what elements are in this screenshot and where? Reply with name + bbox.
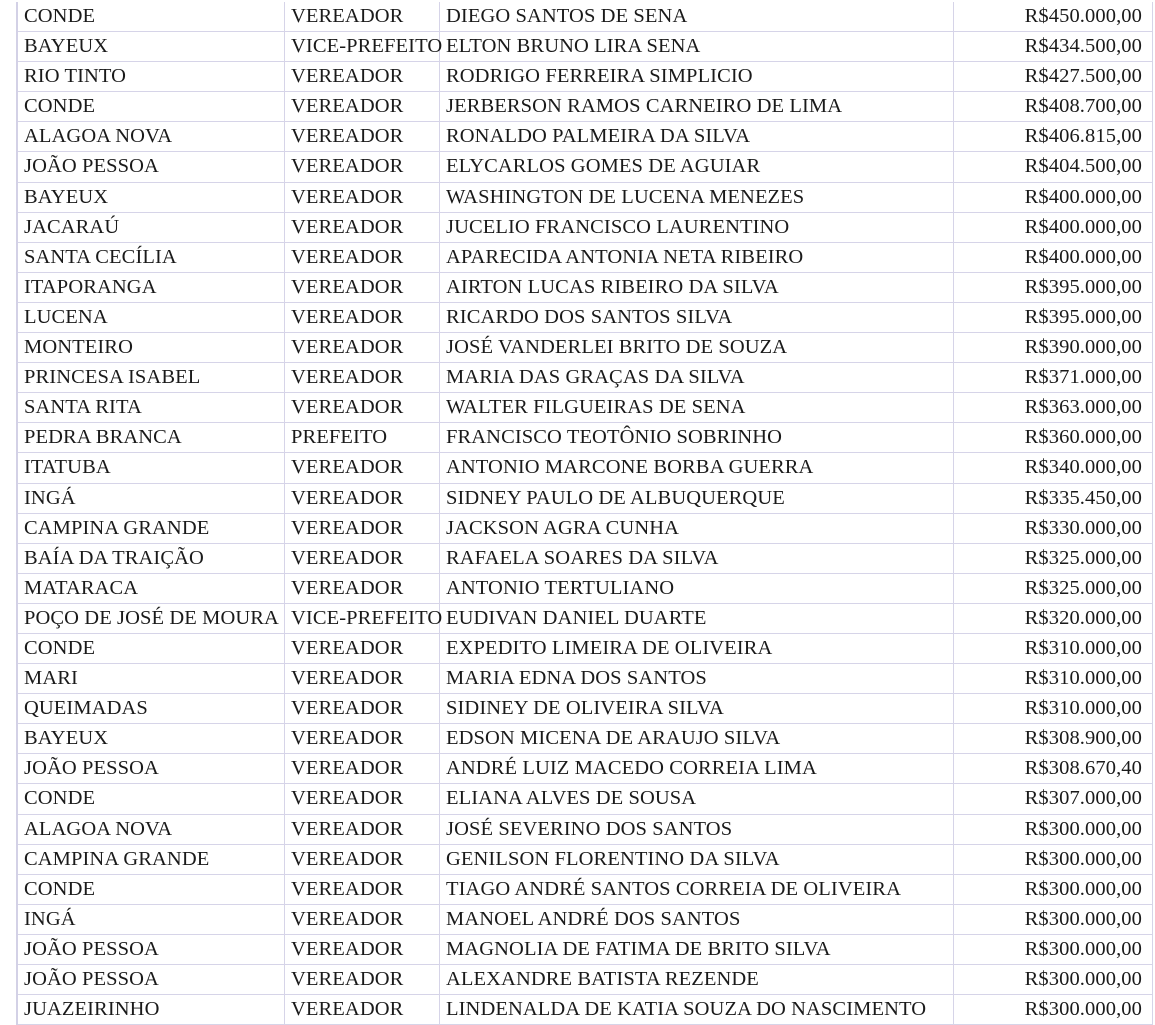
- cell-city[interactable]: CONDE: [18, 2, 285, 31]
- cell-name[interactable]: MARIA DAS GRAÇAS DA SILVA: [440, 363, 954, 392]
- table-row[interactable]: [18, 92, 1153, 122]
- cell-value[interactable]: R$363.000,00: [954, 393, 1153, 422]
- cell-value[interactable]: R$371.000,00: [954, 363, 1153, 392]
- cell-role[interactable]: VEREADOR: [285, 393, 440, 422]
- cell-role[interactable]: VEREADOR: [285, 333, 440, 362]
- cell-city[interactable]: JOÃO PESSOA: [18, 754, 285, 783]
- cell-city[interactable]: SANTA RITA: [18, 393, 285, 422]
- cell-city[interactable]: JOÃO PESSOA: [18, 935, 285, 964]
- table-row[interactable]: [18, 213, 1153, 243]
- cell-name[interactable]: JACKSON AGRA CUNHA: [440, 514, 954, 543]
- table-row[interactable]: [18, 724, 1153, 754]
- cell-name[interactable]: MANOEL ANDRÉ DOS SANTOS: [440, 905, 954, 934]
- table-row[interactable]: [18, 453, 1153, 483]
- cell-value[interactable]: R$300.000,00: [954, 995, 1153, 1024]
- cell-value[interactable]: R$330.000,00: [954, 514, 1153, 543]
- cell-name[interactable]: ANDRÉ LUIZ MACEDO CORREIA LIMA: [440, 754, 954, 783]
- cell-city[interactable]: SANTA CECÍLIA: [18, 243, 285, 272]
- cell-role[interactable]: VEREADOR: [285, 935, 440, 964]
- cell-role[interactable]: VEREADOR: [285, 243, 440, 272]
- spreadsheet-table: [16, 2, 1153, 1025]
- cell-name[interactable]: AIRTON LUCAS RIBEIRO DA SILVA: [440, 273, 954, 302]
- cell-city[interactable]: BAYEUX: [18, 183, 285, 212]
- cell-city[interactable]: BAÍA DA TRAIÇÃO: [18, 544, 285, 573]
- cell-value[interactable]: R$395.000,00: [954, 303, 1153, 332]
- table-row[interactable]: [18, 544, 1153, 574]
- cell-name[interactable]: SIDINEY DE OLIVEIRA SILVA: [440, 694, 954, 723]
- table-row[interactable]: [18, 784, 1153, 814]
- cell-city[interactable]: QUEIMADAS: [18, 694, 285, 723]
- cell-value[interactable]: R$308.670,40: [954, 754, 1153, 783]
- table-row[interactable]: [18, 2, 1153, 32]
- cell-role[interactable]: VEREADOR: [285, 845, 440, 874]
- cell-name[interactable]: JERBERSON RAMOS CARNEIRO DE LIMA: [440, 92, 954, 121]
- cell-value[interactable]: R$400.000,00: [954, 243, 1153, 272]
- cell-city[interactable]: JUAZEIRINHO: [18, 995, 285, 1024]
- cell-name[interactable]: DIEGO SANTOS DE SENA: [440, 2, 954, 31]
- cell-name[interactable]: ELTON BRUNO LIRA SENA: [440, 32, 954, 61]
- cell-value[interactable]: R$310.000,00: [954, 694, 1153, 723]
- cell-value[interactable]: R$360.000,00: [954, 423, 1153, 452]
- cell-city[interactable]: MONTEIRO: [18, 333, 285, 362]
- cell-role[interactable]: VEREADOR: [285, 453, 440, 482]
- cell-value[interactable]: R$300.000,00: [954, 845, 1153, 874]
- cell-city[interactable]: ALAGOA NOVA: [18, 815, 285, 844]
- table-row[interactable]: [18, 995, 1153, 1025]
- cell-role[interactable]: VEREADOR: [285, 574, 440, 603]
- cell-value[interactable]: R$335.450,00: [954, 484, 1153, 513]
- cell-value[interactable]: R$400.000,00: [954, 183, 1153, 212]
- cell-city[interactable]: CAMPINA GRANDE: [18, 514, 285, 543]
- cell-name[interactable]: ELIANA ALVES DE SOUSA: [440, 784, 954, 813]
- cell-name[interactable]: ANTONIO TERTULIANO: [440, 574, 954, 603]
- cell-name[interactable]: ALEXANDRE BATISTA REZENDE: [440, 965, 954, 994]
- cell-role[interactable]: VEREADOR: [285, 484, 440, 513]
- table-row[interactable]: [18, 604, 1153, 634]
- cell-city[interactable]: JOÃO PESSOA: [18, 152, 285, 181]
- table-row[interactable]: [18, 634, 1153, 664]
- cell-city[interactable]: CONDE: [18, 92, 285, 121]
- cell-name[interactable]: EXPEDITO LIMEIRA DE OLIVEIRA: [440, 634, 954, 663]
- cell-value[interactable]: R$325.000,00: [954, 574, 1153, 603]
- cell-city[interactable]: POÇO DE JOSÉ DE MOURA: [18, 604, 285, 633]
- cell-name[interactable]: WALTER FILGUEIRAS DE SENA: [440, 393, 954, 422]
- table-row[interactable]: [18, 363, 1153, 393]
- cell-value[interactable]: R$390.000,00: [954, 333, 1153, 362]
- cell-value[interactable]: R$307.000,00: [954, 784, 1153, 813]
- cell-name[interactable]: EUDIVAN DANIEL DUARTE: [440, 604, 954, 633]
- cell-name[interactable]: TIAGO ANDRÉ SANTOS CORREIA DE OLIVEIRA: [440, 875, 954, 904]
- cell-name[interactable]: RODRIGO FERREIRA SIMPLICIO: [440, 62, 954, 91]
- table-row[interactable]: [18, 815, 1153, 845]
- cell-name[interactable]: ANTONIO MARCONE BORBA GUERRA: [440, 453, 954, 482]
- cell-name[interactable]: RAFAELA SOARES DA SILVA: [440, 544, 954, 573]
- cell-city[interactable]: MARI: [18, 664, 285, 693]
- cell-role[interactable]: VEREADOR: [285, 514, 440, 543]
- cell-value[interactable]: R$300.000,00: [954, 875, 1153, 904]
- cell-role[interactable]: VEREADOR: [285, 62, 440, 91]
- cell-name[interactable]: WASHINGTON DE LUCENA MENEZES: [440, 183, 954, 212]
- table-row[interactable]: [18, 32, 1153, 62]
- cell-role[interactable]: VEREADOR: [285, 784, 440, 813]
- cell-city[interactable]: INGÁ: [18, 905, 285, 934]
- cell-role[interactable]: VEREADOR: [285, 694, 440, 723]
- table-row[interactable]: [18, 664, 1153, 694]
- table-row[interactable]: [18, 393, 1153, 423]
- cell-name[interactable]: JOSÉ VANDERLEI BRITO DE SOUZA: [440, 333, 954, 362]
- cell-city[interactable]: CONDE: [18, 634, 285, 663]
- cell-role[interactable]: VEREADOR: [285, 303, 440, 332]
- table-row[interactable]: [18, 303, 1153, 333]
- cell-role[interactable]: VEREADOR: [285, 724, 440, 753]
- cell-city[interactable]: JOÃO PESSOA: [18, 965, 285, 994]
- cell-name[interactable]: ELYCARLOS GOMES DE AGUIAR: [440, 152, 954, 181]
- cell-city[interactable]: PEDRA BRANCA: [18, 423, 285, 452]
- table-row[interactable]: [18, 935, 1153, 965]
- cell-role[interactable]: VEREADOR: [285, 754, 440, 783]
- cell-role[interactable]: VEREADOR: [285, 875, 440, 904]
- table-row[interactable]: [18, 122, 1153, 152]
- cell-value[interactable]: R$340.000,00: [954, 453, 1153, 482]
- table-row[interactable]: [18, 183, 1153, 213]
- cell-name[interactable]: MARIA EDNA DOS SANTOS: [440, 664, 954, 693]
- cell-name[interactable]: GENILSON FLORENTINO DA SILVA: [440, 845, 954, 874]
- cell-role[interactable]: VICE-PREFEITO: [285, 32, 440, 61]
- cell-role[interactable]: VEREADOR: [285, 213, 440, 242]
- table-row[interactable]: [18, 152, 1153, 182]
- table-row[interactable]: [18, 514, 1153, 544]
- cell-city[interactable]: BAYEUX: [18, 32, 285, 61]
- cell-role[interactable]: VEREADOR: [285, 273, 440, 302]
- cell-city[interactable]: ITATUBA: [18, 453, 285, 482]
- cell-city[interactable]: CAMPINA GRANDE: [18, 845, 285, 874]
- cell-role[interactable]: VICE-PREFEITO: [285, 604, 440, 633]
- cell-city[interactable]: ALAGOA NOVA: [18, 122, 285, 151]
- cell-value[interactable]: R$300.000,00: [954, 965, 1153, 994]
- cell-name[interactable]: LINDENALDA DE KATIA SOUZA DO NASCIMENTO: [440, 995, 954, 1024]
- cell-value[interactable]: R$310.000,00: [954, 664, 1153, 693]
- cell-role[interactable]: VEREADOR: [285, 363, 440, 392]
- cell-role[interactable]: VEREADOR: [285, 183, 440, 212]
- cell-city[interactable]: BAYEUX: [18, 724, 285, 753]
- cell-value[interactable]: R$406.815,00: [954, 122, 1153, 151]
- cell-value[interactable]: R$300.000,00: [954, 935, 1153, 964]
- table-row[interactable]: [18, 845, 1153, 875]
- table-row[interactable]: [18, 965, 1153, 995]
- cell-value[interactable]: R$450.000,00: [954, 2, 1153, 31]
- table-row[interactable]: [18, 905, 1153, 935]
- cell-value[interactable]: R$320.000,00: [954, 604, 1153, 633]
- cell-city[interactable]: RIO TINTO: [18, 62, 285, 91]
- cell-name[interactable]: APARECIDA ANTONIA NETA RIBEIRO: [440, 243, 954, 272]
- cell-role[interactable]: VEREADOR: [285, 544, 440, 573]
- cell-value[interactable]: R$427.500,00: [954, 62, 1153, 91]
- table-row[interactable]: [18, 333, 1153, 363]
- cell-name[interactable]: JOSÉ SEVERINO DOS SANTOS: [440, 815, 954, 844]
- cell-role[interactable]: VEREADOR: [285, 815, 440, 844]
- cell-city[interactable]: ITAPORANGA: [18, 273, 285, 302]
- cell-value[interactable]: R$408.700,00: [954, 92, 1153, 121]
- cell-name[interactable]: EDSON MICENA DE ARAUJO SILVA: [440, 724, 954, 753]
- cell-city[interactable]: CONDE: [18, 875, 285, 904]
- cell-name[interactable]: RONALDO PALMEIRA DA SILVA: [440, 122, 954, 151]
- cell-value[interactable]: R$308.900,00: [954, 724, 1153, 753]
- cell-role[interactable]: VEREADOR: [285, 2, 440, 31]
- cell-name[interactable]: JUCELIO FRANCISCO LAURENTINO: [440, 213, 954, 242]
- table-row[interactable]: [18, 484, 1153, 514]
- cell-city[interactable]: PRINCESA ISABEL: [18, 363, 285, 392]
- cell-name[interactable]: SIDNEY PAULO DE ALBUQUERQUE: [440, 484, 954, 513]
- table-row[interactable]: [18, 243, 1153, 273]
- cell-role[interactable]: VEREADOR: [285, 905, 440, 934]
- table-row[interactable]: [18, 273, 1153, 303]
- cell-role[interactable]: VEREADOR: [285, 634, 440, 663]
- cell-city[interactable]: INGÁ: [18, 484, 285, 513]
- cell-role[interactable]: VEREADOR: [285, 995, 440, 1024]
- cell-value[interactable]: R$395.000,00: [954, 273, 1153, 302]
- cell-role[interactable]: VEREADOR: [285, 152, 440, 181]
- table-row[interactable]: [18, 423, 1153, 453]
- table-row[interactable]: [18, 694, 1153, 724]
- cell-name[interactable]: RICARDO DOS SANTOS SILVA: [440, 303, 954, 332]
- cell-value[interactable]: R$400.000,00: [954, 213, 1153, 242]
- cell-value[interactable]: R$404.500,00: [954, 152, 1153, 181]
- cell-value[interactable]: R$300.000,00: [954, 815, 1153, 844]
- table-row[interactable]: [18, 574, 1153, 604]
- cell-name[interactable]: FRANCISCO TEOTÔNIO SOBRINHO: [440, 423, 954, 452]
- table-row[interactable]: [18, 754, 1153, 784]
- table-row[interactable]: [18, 875, 1153, 905]
- cell-value[interactable]: R$325.000,00: [954, 544, 1153, 573]
- cell-name[interactable]: MAGNOLIA DE FATIMA DE BRITO SILVA: [440, 935, 954, 964]
- cell-city[interactable]: JACARAÚ: [18, 213, 285, 242]
- cell-city[interactable]: CONDE: [18, 784, 285, 813]
- cell-value[interactable]: R$434.500,00: [954, 32, 1153, 61]
- cell-city[interactable]: LUCENA: [18, 303, 285, 332]
- cell-role[interactable]: VEREADOR: [285, 664, 440, 693]
- cell-value[interactable]: R$310.000,00: [954, 634, 1153, 663]
- cell-role[interactable]: VEREADOR: [285, 965, 440, 994]
- cell-role[interactable]: VEREADOR: [285, 92, 440, 121]
- cell-role[interactable]: VEREADOR: [285, 122, 440, 151]
- cell-value[interactable]: R$300.000,00: [954, 905, 1153, 934]
- cell-city[interactable]: MATARACA: [18, 574, 285, 603]
- cell-role[interactable]: PREFEITO: [285, 423, 440, 452]
- table-row[interactable]: [18, 62, 1153, 92]
